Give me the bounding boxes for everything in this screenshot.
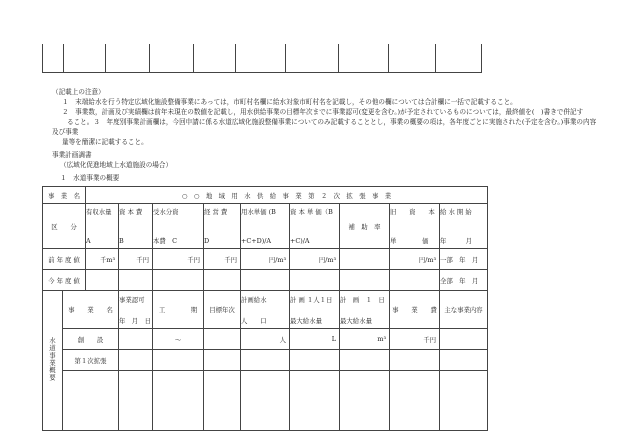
col-capital: 資 本 費 B: [119, 204, 153, 249]
col-capital-unit: 資 本 単 価（B +C)/A: [290, 204, 340, 249]
unit-yen-per-m3: 円/m³: [390, 249, 440, 270]
h-plan-daily: 計 画 １人１日 最大給水量: [290, 291, 340, 329]
project-name-label: 事 業 名: [43, 187, 86, 204]
vertical-label-cell: [43, 291, 63, 431]
unit-yen: 千円: [119, 249, 153, 270]
col-subsidy: 補 助 率: [340, 204, 390, 249]
category-label: 区 分: [43, 204, 86, 249]
h-target-year: 目標年次: [204, 291, 241, 329]
note-2c: 及び事業: [52, 128, 79, 136]
note-1: １ 末端給水を行う特定広域化施設整備事業にあっては，市町村名欄に給水対象市町村名を記載し，その他の欄については合計欄に一括で記載すること。: [62, 98, 517, 106]
h-plan-day: 計 画 １ 日 最大給水量: [340, 291, 390, 329]
unit-m3: m³: [340, 329, 390, 350]
col-start: 給 水 開 始 年 月: [440, 204, 488, 249]
water-business-overview-label: 水道事業概要: [48, 337, 56, 382]
project-name-value: ○ ○ 地 域 用 水 供 給 事 業 第 ２ 次 拡 張 事 業: [86, 187, 488, 204]
tilde: ～: [153, 329, 204, 350]
project-overview-table: [42, 186, 488, 431]
row-first-expansion: 第１次拡張: [63, 350, 119, 371]
unit-yen: 千円: [390, 329, 440, 350]
notes-title: （記載上の注意）: [52, 88, 105, 96]
note-2d: 量等を簡潔に記載すること。: [62, 138, 148, 146]
section-heading: １ 水道事業の概要: [60, 174, 120, 182]
unit-people: 人: [241, 329, 290, 350]
note-2b: ること。３ 年度別事業計画欄は，今回申請に係る水道広域化施設整備事業についてのみ記載することとし，事業の概要の項は，各年度ごとに実施された(予定を含む。)事業の内容: [67, 118, 597, 126]
col-water-cost: 受水分資 本費 C: [153, 204, 204, 249]
empty-cell: [340, 249, 390, 270]
h-main: 主な事業内容: [440, 291, 488, 329]
unit-m3: 千m³: [86, 249, 119, 270]
h-project: 事 業 名: [63, 291, 119, 329]
row-previous-year: 前 年 度 値: [43, 249, 86, 270]
h-permit: 事業認可 年 月 日: [119, 291, 153, 329]
col-old-capital: 旧 資 本 単 価: [390, 204, 440, 249]
unit-yen: 千円: [153, 249, 204, 270]
note-2a: ２ 事業数，計画及び実績欄は前年未現在の数値を記載し，用水供給事業の目標年次までに事業認可(変更を含む。)が予定されているものについては，最終値を( )書きで併記す: [62, 108, 584, 116]
row-creation: 創 設: [63, 329, 119, 350]
col-expense: 経 営 費 D: [204, 204, 241, 249]
h-cost: 事 業 費: [390, 291, 440, 329]
partial-start: 一部 年 月: [440, 249, 488, 270]
h-plan-supply: 計画給水 人 口: [241, 291, 290, 329]
unit-yen-per-m3: 円/m³: [241, 249, 290, 270]
page-subtitle: （広域化促進地域上水道施設の場合）: [60, 161, 173, 169]
unit-liter: L: [290, 329, 340, 350]
unit-yen-per-m3: 円/m³: [290, 249, 340, 270]
full-start: 全部 年 月: [440, 270, 488, 291]
h-period: 工 期: [153, 291, 204, 329]
row-current-year: 今 年 度 値: [43, 270, 86, 291]
page-title: 事業計画調書: [52, 151, 92, 159]
unit-yen: 千円: [204, 249, 241, 270]
col-supply-unit: 用水単価 (B +C+D)/A: [241, 204, 290, 249]
col-capacity: 有収水量 A: [86, 204, 119, 249]
top-table-fragment: [42, 44, 482, 73]
